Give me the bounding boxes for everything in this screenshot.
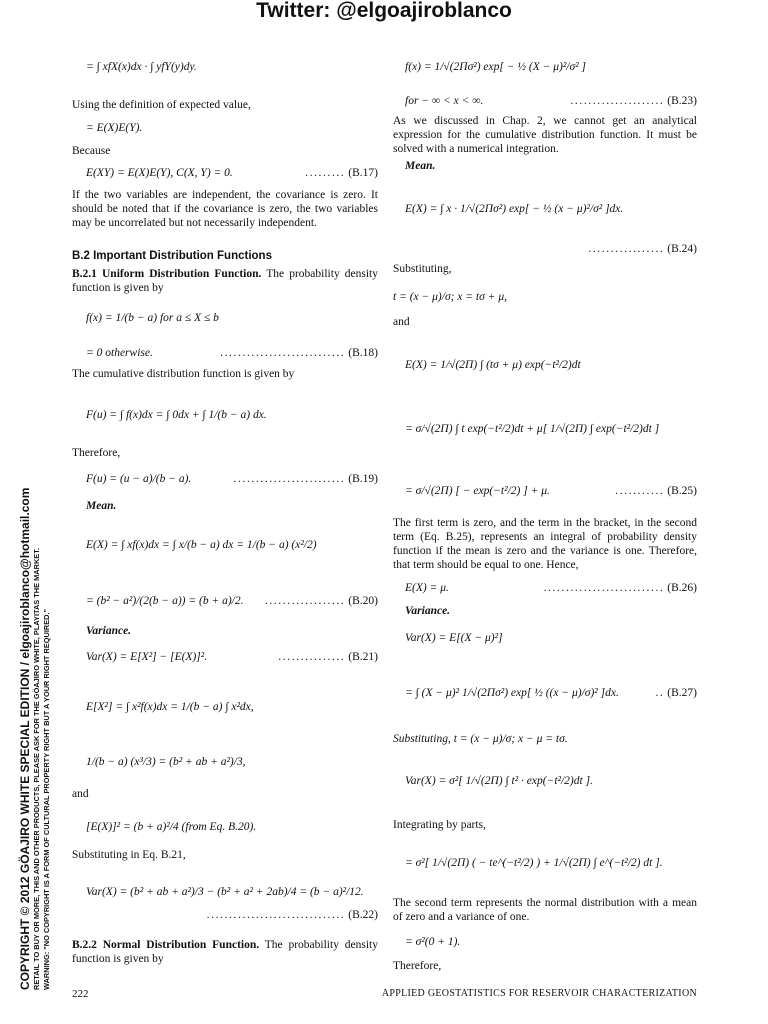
variance-heading: Variance. xyxy=(86,625,132,637)
substituting-label: Substituting in Eq. B.21, xyxy=(72,849,186,861)
equation-b27: = ∫ (X − μ)² 1/√(2Πσ²) exp[ ½ ((x − μ)/σ)² ]dx. xyxy=(405,687,619,699)
therefore-label: Therefore, xyxy=(72,447,121,459)
eq-number-b25: ........... (B.25) xyxy=(615,485,697,497)
subsection-b21-text: The probability density function is given by xyxy=(72,268,378,294)
eq-number-b18: ............................ (B.18) xyxy=(220,347,378,359)
equation-uniform-mean: E(X) = ∫ xf(x)dx = ∫ x/(b − a) dx = 1/(b − a) (x²/2) xyxy=(86,539,317,551)
equation-b18: = 0 otherwise. xyxy=(86,347,153,359)
eq-number-b27: .. (B.27) xyxy=(655,687,697,699)
equation-top: = ∫ xfX(x)dx · ∫ yfY(y)dy. xyxy=(86,61,197,73)
paragraph-numerical: As we discussed in Chap. 2, we cannot get an analytical expression for the cumulative distribution function. It must be solved with a numerical integration. xyxy=(393,115,697,155)
equation-b26: E(X) = μ. xyxy=(405,582,449,594)
subsection-b22-title: B.2.2 Normal Distribution Function. xyxy=(72,939,260,951)
equation-b21: Var(X) = E[X²] − [E(X)]². xyxy=(86,651,208,663)
copyright-line: COPYRIGHT © 2012 GÖAJIRO WHITE SPECIAL EDITION / elgoajiroblanco@hotmail.com xyxy=(18,487,32,990)
equation-t-sub2: Substituting, t = (x − μ)/σ; x − μ = tσ. xyxy=(393,733,568,745)
equation-exey: = E(X)E(Y). xyxy=(86,122,143,134)
warning-line: WARNING: "NO COPYRIGHT IS A FORM OF CULTURAL PROPERTY RIGHT BUT A YOUR RIGHT REQUIRED." xyxy=(42,608,51,990)
twitter-header: Twitter: @elgoajiroblanco xyxy=(256,0,512,22)
section-heading-b2: B.2 Important Distribution Functions xyxy=(72,250,272,262)
equation-final: = σ²(0 + 1). xyxy=(405,936,461,948)
equation-var-t: Var(X) = σ²[ 1/√(2Π) ∫ t² · exp(−t²/2)dt ]. xyxy=(405,775,593,787)
mean-heading: Mean. xyxy=(86,500,117,512)
equation-b20: = (b² − a²)/(2(b − a)) = (b + a)/2. xyxy=(86,595,244,607)
paragraph-cdf: The cumulative distribution function is given by xyxy=(72,368,295,380)
equation-cdf: F(u) = ∫ f(x)dx = ∫ 0dx + ∫ 1/(b − a) dx. xyxy=(86,409,267,421)
mean-heading-normal: Mean. xyxy=(405,160,436,172)
integrating-label: Integrating by parts, xyxy=(393,819,486,831)
equation-uniform-pdf: f(x) = 1/(b − a) for a ≤ X ≤ b xyxy=(86,312,219,324)
equation-t-sub: t = (x − μ)/σ; x = tσ + μ, xyxy=(393,291,507,303)
eq-number-b19: ......................... (B.19) xyxy=(233,473,378,485)
paragraph-independence: If the two variables are independent, the covariance is zero. It should be noted that if the covariance is zero, the two variables may be uncorrelated but not necessarily independent. xyxy=(72,189,378,229)
eq-number-b17: ......... (B.17) xyxy=(305,167,378,179)
eq-number-b26: ........................... (B.26) xyxy=(543,582,697,594)
eq-number-b24: ................. (B.24) xyxy=(588,243,697,255)
page-number: 222 xyxy=(72,988,89,1000)
equation-exsq: [E(X)]² = (b + a)²/4 (from Eq. B.20). xyxy=(86,821,257,833)
subsection-b22 xyxy=(72,938,378,966)
retail-line: RETAIL TO BUY OR MORE, THIS AND OTHER PRODUCTS, PLEASE ASK FOR THE GÖAJIRO WHITE, PLAYITAS THE MARKET. xyxy=(32,548,41,990)
paragraph-first-term: The first term is zero, and the term in the bracket, in the second term (Eq. B.25), represents an integral of probability density function if the mean is zero and the variance is one. Therefore, that term should be equal to one. Hence, xyxy=(393,517,697,571)
paragraph-second-term: The second term represents the normal distribution with a mean of zero and a variance of one. xyxy=(393,897,697,923)
eq-number-b21: ............... (B.21) xyxy=(278,651,378,663)
equation-b19: F(u) = (u − a)/(b − a). xyxy=(86,473,192,485)
paragraph-expected-value: Using the definition of expected value, xyxy=(72,99,251,111)
equation-ex2: E[X²] = ∫ x²f(x)dx = 1/(b − a) ∫ x²dx, xyxy=(86,701,254,713)
subsection-b21 xyxy=(72,267,378,295)
substituting-label-right: Substituting, xyxy=(393,263,452,275)
equation-b25: = σ/√(2Π) [ − exp(−t²/2) ] + μ. xyxy=(405,485,550,497)
because-label: Because xyxy=(72,145,111,157)
copyright-sidebar xyxy=(18,210,52,990)
eq-number-b22: ............................... (B.22) xyxy=(206,909,378,921)
subsection-b22-text: The probability density function is given by xyxy=(72,939,378,965)
equation-x3: 1/(b − a) (x³/3) = (b² + ab + a²)/3, xyxy=(86,756,246,768)
variance-heading-normal: Variance. xyxy=(405,605,451,617)
equation-normal-var: Var(X) = E[(X − μ)²] xyxy=(405,632,503,644)
equation-uniform-var: Var(X) = (b² + ab + a²)/3 − (b² + a² + 2ab)/4 = (b − a)²/12. xyxy=(86,886,364,898)
running-footer: APPLIED GEOSTATISTICS FOR RESERVOIR CHARACTERIZATION xyxy=(381,988,697,999)
equation-ex-expand: E(X) = 1/√(2Π) ∫ (tσ + μ) exp(−t²/2)dt xyxy=(405,359,581,371)
equation-normal-pdf: f(x) = 1/√(2Πσ²) exp[ − ½ (X − μ)²/σ² ] xyxy=(405,61,586,73)
equation-b23: for − ∞ < x < ∞. xyxy=(405,95,484,107)
eq-number-b20: .................. (B.20) xyxy=(264,595,378,607)
and-label-right: and xyxy=(393,316,410,328)
subsection-b21-title: B.2.1 Uniform Distribution Function. xyxy=(72,268,262,280)
equation-ex-split: = σ/√(2Π) ∫ t exp(−t²/2)dt + μ[ 1/√(2Π) ∫ exp(−t²/2)dt ] xyxy=(405,423,660,435)
and-label: and xyxy=(72,788,89,800)
equation-parts: = σ²[ 1/√(2Π) ( − te^(−t²/2) ) + 1/√(2Π) ∫ e^(−t²/2) dt ]. xyxy=(405,857,663,869)
equation-normal-mean: E(X) = ∫ x · 1/√(2Πσ²) exp[ − ½ (x − μ)²/σ² ]dx. xyxy=(405,203,624,215)
therefore-label-right: Therefore, xyxy=(393,960,442,972)
equation-b17: E(XY) = E(X)E(Y), C(X, Y) = 0. xyxy=(86,167,233,179)
eq-number-b23: ..................... (B.23) xyxy=(570,95,697,107)
